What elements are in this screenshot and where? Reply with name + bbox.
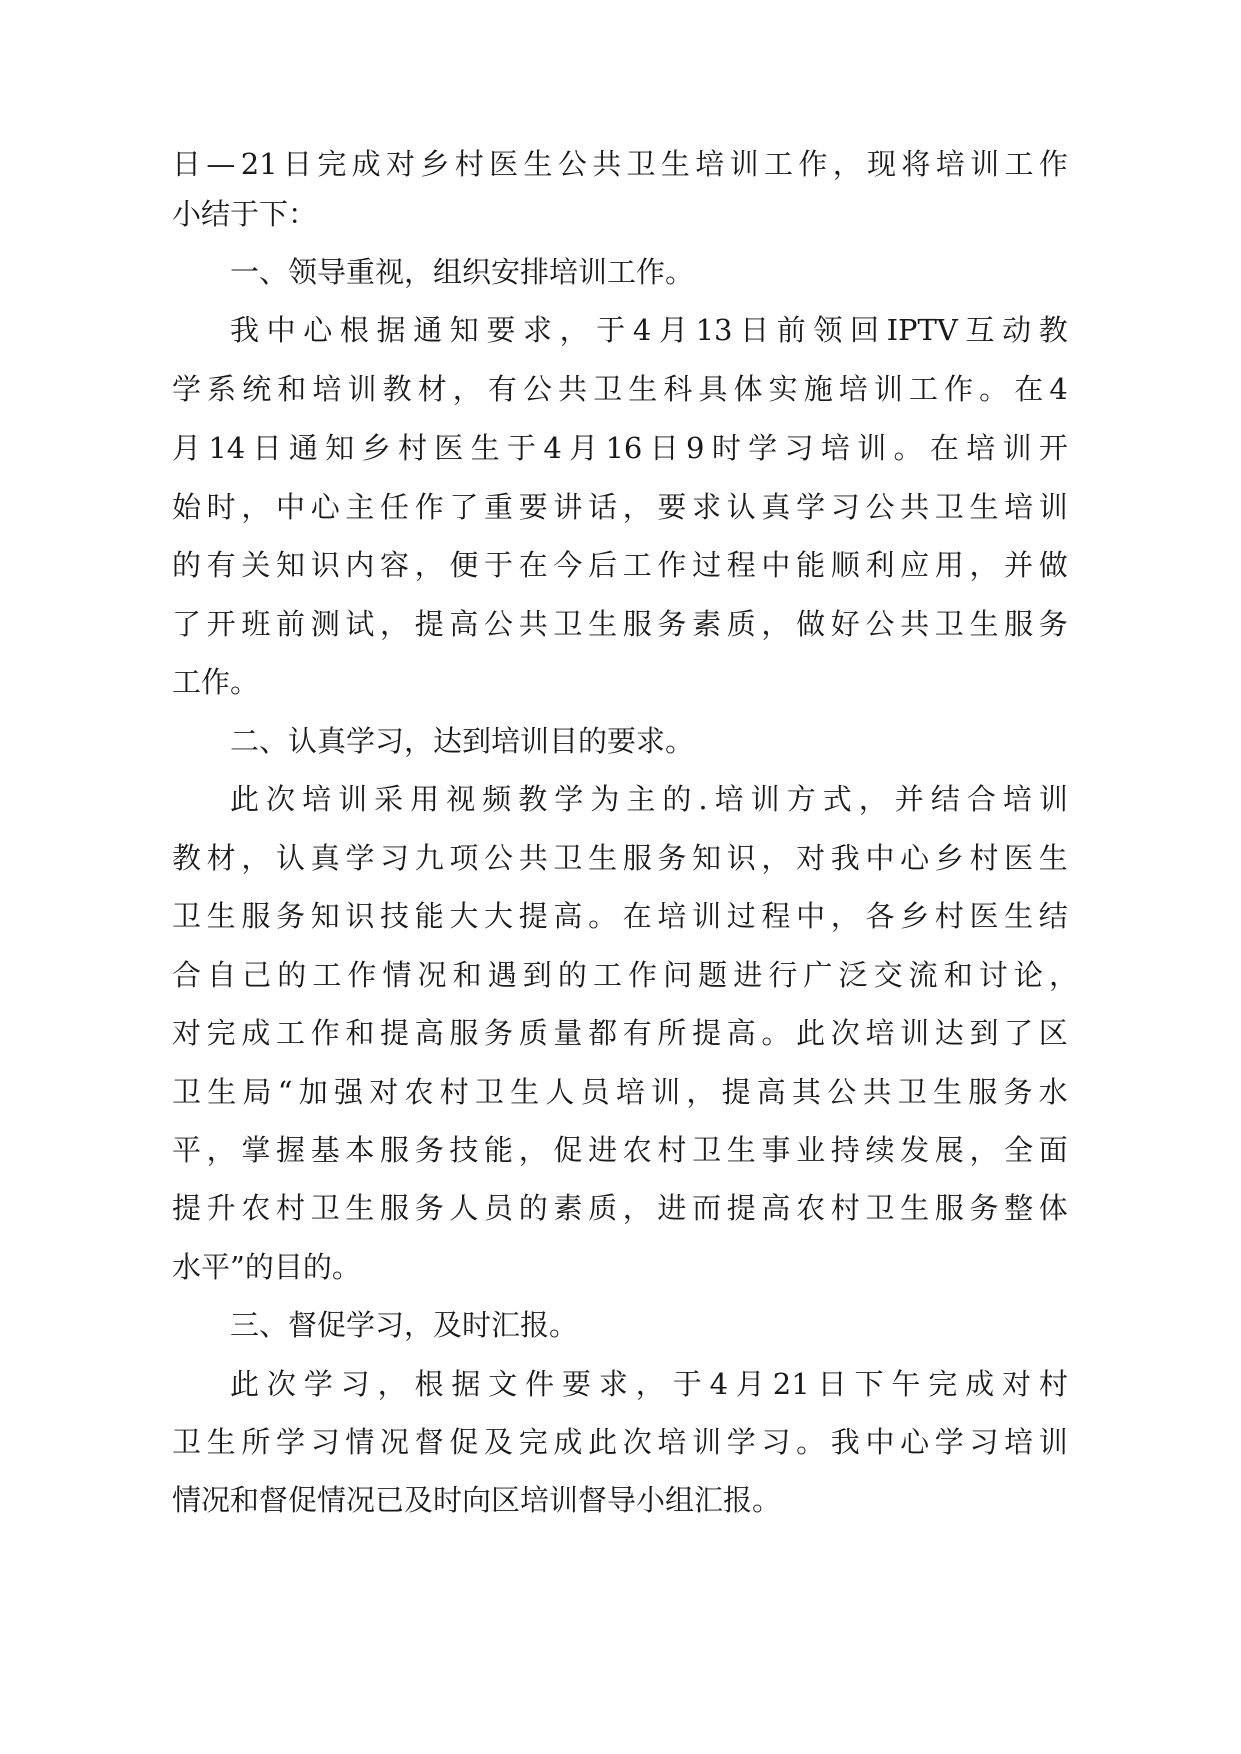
text-line: 此 次 学 习 ， 根 据 文 件 要 求 ， 于 4 月 21 日 下 午 完 成 对 村	[230, 1367, 1068, 1401]
text-line: 始 时 ， 中 心 主 任 作 了 重 要 讲 话 ， 要 求 认 真 学 习 公 共 卫 生 培 训	[172, 490, 1068, 524]
text-line: 平 ， 掌 握 基 本 服 务 技 能 ， 促 进 农 村 卫 生 事 业 持 续 发 展 ， 全 面	[172, 1133, 1068, 1167]
text-line: 日 — 21 日 完 成 对 乡 村 医 生 公 共 卫 生 培 训 工 作 ， 现 将 培 训 工 作	[172, 147, 1068, 181]
text-line: 对 完 成 工 作 和 提 高 服 务 质 量 都 有 所 提 高 。 此 次 培 训 达 到 了 区	[172, 1016, 1068, 1050]
text-line: 我 中 心 根 据 通 知 要 求 ， 于 4 月 13 日 前 领 回 IPTV 互 动 教	[230, 313, 1068, 347]
text-line: 小结于下：	[172, 197, 318, 231]
text-line: 教 材 ， 认 真 学 习 九 项 公 共 卫 生 服 务 知 识 ， 对 我 中 心 乡 村 医 生	[172, 841, 1068, 875]
text-line: 此 次 培 训 采 用 视 频 教 学 为 主 的 . 培 训 方 式 ， 并 结 合 培 训	[230, 782, 1068, 816]
text-line: 提 升 农 村 卫 生 服 务 人 员 的 素 质 ， 进 而 提 高 农 村 卫 生 服 务 整 体	[172, 1191, 1068, 1225]
text-line: 情况和督促情况已及时向区培训督导小组汇报。	[172, 1483, 782, 1517]
text-line: 月 14 日 通 知 乡 村 医 生 于 4 月 16 日 9 时 学 习 培 训 。 在 培 训 开	[172, 431, 1068, 465]
text-line: 合 自 己 的 工 作 情 况 和 遇 到 的 工 作 问 题 进 行 广 泛 交 流 和 讨 论 ，	[172, 958, 1078, 992]
text-line: 卫 生 所 学 习 情 况 督 促 及 完 成 此 次 培 训 学 习 。 我 中 心 学 习 培 训	[172, 1425, 1068, 1459]
text-line: 学 系 统 和 培 训 教 材 ， 有 公 共 卫 生 科 具 体 实 施 培 训 工 作 。 在 4	[172, 372, 1068, 406]
text-line: 卫 生 服 务 知 识 技 能 大 大 提 高 。 在 培 训 过 程 中 ， 各 乡 村 医 生 结	[172, 899, 1068, 933]
text-line: 工作。	[172, 665, 260, 699]
section-heading: 三、督促学习，及时汇报。	[230, 1308, 579, 1342]
text-line: 的 有 关 知 识 内 容 ， 便 于 在 今 后 工 作 过 程 中 能 顺 利 应 用 ， 并 做	[172, 548, 1068, 582]
text-line: 水平”的目的。	[172, 1250, 361, 1284]
section-heading: 二、认真学习，达到培训目的要求。	[230, 724, 695, 758]
section-heading: 一、领导重视，组织安排培训工作。	[230, 255, 695, 289]
text-line: 卫 生 局 “ 加 强 对 农 村 卫 生 人 员 培 训 ， 提 高 其 公 共 卫 生 服 务 水	[172, 1075, 1068, 1109]
text-line: 了 开 班 前 测 试 ， 提 高 公 共 卫 生 服 务 素 质 ， 做 好 公 共 卫 生 服 务	[172, 607, 1068, 641]
